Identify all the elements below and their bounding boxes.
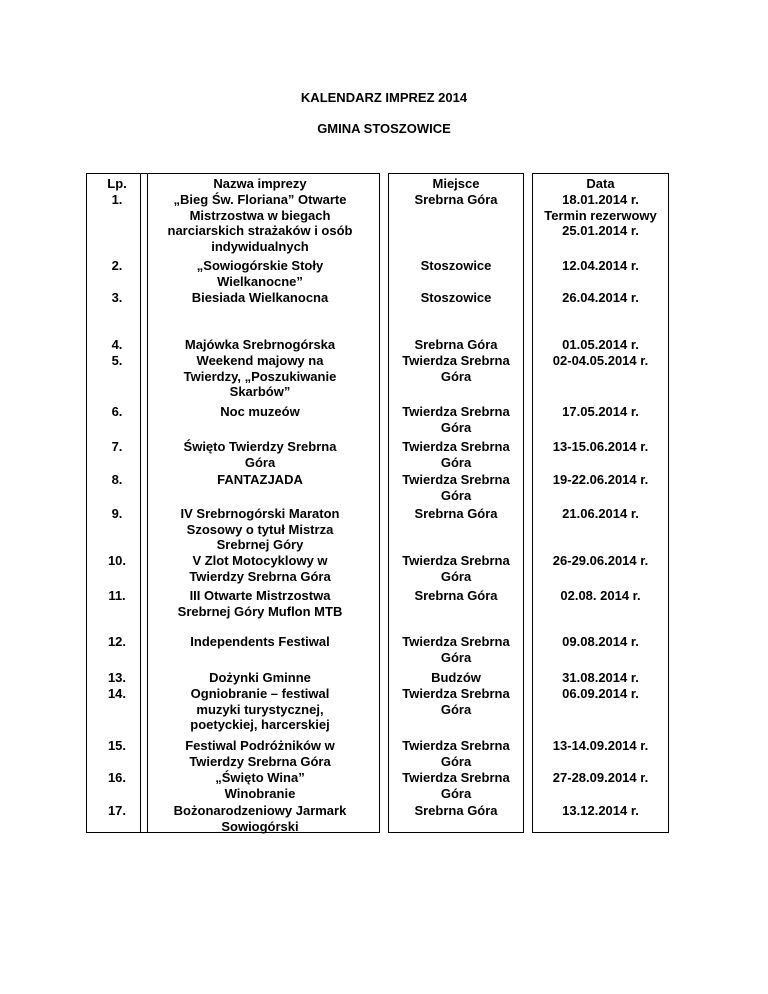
row-place: Budzów [431,670,481,685]
row-event-name: IV Srebrnogórski Maraton Szosowy o tytuł Mistrza Srebrnej Góry [180,506,340,552]
row-lp: 9. [111,506,123,521]
row-lp: 13. [107,670,127,685]
row-event-name: Festiwal Podróżników w Twierdzy Srebrna Góra [185,738,335,769]
row-place: Stoszowice [420,258,492,273]
row-lp: 14. [107,686,127,701]
row-lp: 4. [111,337,123,352]
document-title: KALENDARZ IMPREZ 2014 [300,90,468,105]
row-date: 06.09.2014 r. [562,686,639,701]
row-event-name: III Otwarte Mistrzostwa Srebrnej Góry Muflon MTB [177,588,343,619]
row-date: 26.04.2014 r. [562,290,639,305]
row-event-name: Dożynki Gminne [209,670,311,685]
row-date: 02-04.05.2014 r. [552,353,649,368]
row-event-name: Święto Twierdzy Srebrna Góra [183,439,337,470]
row-date: 21.06.2014 r. [562,506,639,521]
row-lp: 8. [111,472,123,487]
row-place: Twierdza Srebrna Góra [402,553,510,584]
row-date: 02.08. 2014 r. [560,588,641,603]
row-event-name: Bożonarodzeniowy Jarmark Sowiogórski [173,803,347,834]
row-event-name: „Święto Wina” Winobranie [215,770,305,801]
document-subtitle: GMINA STOSZOWICE [317,121,451,136]
header-lp: Lp. [107,176,127,191]
row-event-name: Majówka Srebrnogórska [184,337,336,352]
row-place: Twierdza Srebrna Góra [402,353,510,384]
row-lp: 3. [111,290,123,305]
row-lp: 1. [111,192,123,207]
row-date: 27-28.09.2014 r. [552,770,649,785]
row-date: 31.08.2014 r. [562,670,639,685]
row-place: Stoszowice [420,290,492,305]
row-date: 09.08.2014 r. [562,634,639,649]
row-place: Twierdza Srebrna Góra [402,686,510,717]
row-place: Twierdza Srebrna Góra [402,404,510,435]
row-event-name: Weekend majowy na Twierdzy, „Poszukiwanie Skarbów” [183,353,337,399]
row-lp: 10. [107,553,127,568]
row-place: Srebrna Góra [414,588,498,603]
row-place: Srebrna Góra [414,506,498,521]
row-date: 13.12.2014 r. [562,803,639,818]
row-lp: 11. [108,588,126,603]
row-lp: 17. [107,803,127,818]
row-date: 13-14.09.2014 r. [552,738,649,753]
row-event-name: FANTAZJADA [217,472,303,487]
header-name: Nazwa imprezy [213,176,307,191]
row-event-name: Biesiada Wielkanocna [191,290,329,305]
row-place: Twierdza Srebrna Góra [402,634,510,665]
row-event-name: „Sowiogórskie Stoły Wielkanocne” [196,258,324,289]
row-date: 01.05.2014 r. [562,337,639,352]
row-lp: 2. [111,258,123,273]
row-event-name: „Bieg Św. Floriana” Otwarte Mistrzostwa w biegach narciarskich strażaków i osób indywidualnych [167,192,353,254]
header-place: Miejsce [432,176,480,191]
row-event-name: V Zlot Motocyklowy w Twierdzy Srebrna Góra [189,553,331,584]
row-place: Twierdza Srebrna Góra [402,472,510,503]
row-place: Twierdza Srebrna Góra [402,738,510,769]
row-event-name: Independents Festiwal [190,634,330,649]
row-event-name: Noc muzeów [220,404,300,419]
row-place: Srebrna Góra [414,803,498,818]
row-event-name: Ogniobranie – festiwal muzyki turystycznej, poetyckiej, harcerskiej [190,686,330,732]
row-place: Twierdza Srebrna Góra [402,439,510,470]
row-date: 26-29.06.2014 r. [552,553,649,568]
row-lp: 5. [111,353,123,368]
row-date: 17.05.2014 r. [562,404,639,419]
row-lp: 16. [107,770,127,785]
row-lp: 15. [107,738,127,753]
row-lp: 6. [111,404,123,419]
row-place: Srebrna Góra [414,192,498,207]
header-date: Data [586,176,615,191]
row-date: 19-22.06.2014 r. [552,472,649,487]
row-place: Twierdza Srebrna Góra [402,770,510,801]
row-place: Srebrna Góra [414,337,498,352]
row-date: 13-15.06.2014 r. [552,439,649,454]
row-lp: 7. [111,439,123,454]
row-lp: 12. [107,634,127,649]
row-date: 12.04.2014 r. [562,258,639,273]
row-date: 18.01.2014 r. Termin rezerwowy 25.01.2014 r. [544,192,657,238]
